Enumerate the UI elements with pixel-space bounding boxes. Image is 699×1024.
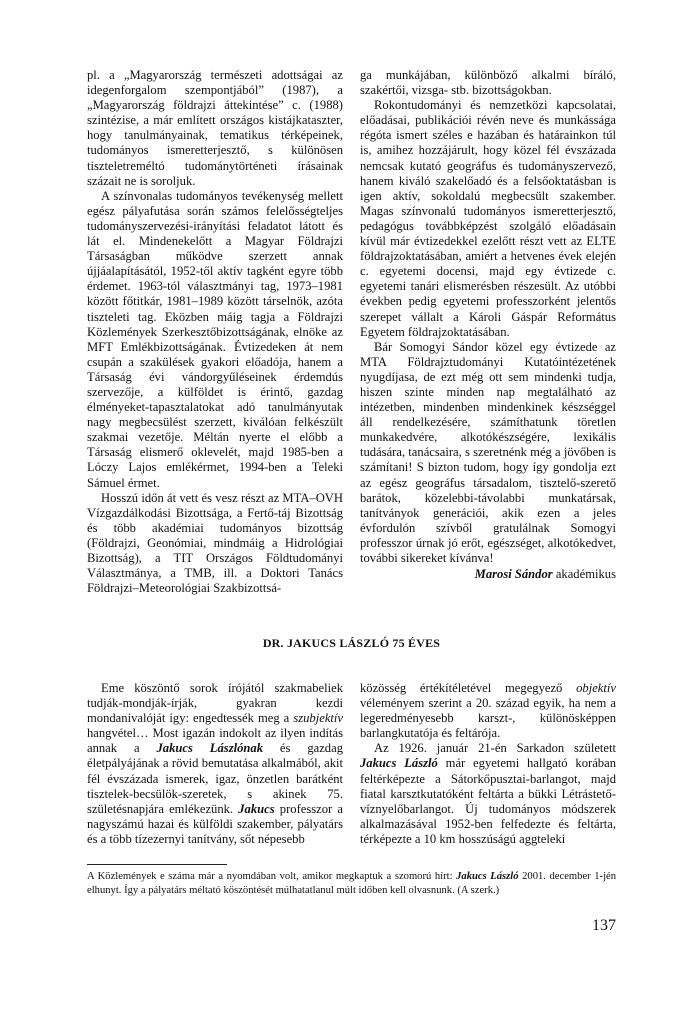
upper-right-column (360, 68, 616, 582)
text-run-italic: szubjektív (293, 711, 343, 726)
paragraph: Bár Somogyi Sándor közel egy évtizede az MTA Földrajztudományi Kutatóintézetének nyugdíjasa, de ezt még ott sem mindenki tudja, hiszen szinte minden nap megtalálható az intézetben, mindenben mindenkinek készséggel áll rendelkezésére, számíthatunk töretlen munkakedvére, alkotókészségére, lexikális tudására, tanácsaira, s szeretnénk még a jövőben is számítani! S bizton tudom, hogy így gondolja ezt az egész geográfus társadalom, tisztelő-szerető barátok, közelebbi-távolabbi munkatársak, tanítványok generációi, akik ezen a jeles évfordulón szívből gratulálnak Somogyi professzor úrnak jó erőt, egészséget, alkotókedvet, további sikereket kívánva! (360, 339, 616, 565)
signature-name: Marosi Sándor (474, 567, 553, 582)
text-run: véleményem szerint a 20. század egyik, ha nem a legeredményesebb karszt-, különösképpen barlangkutatója és feltárója. (360, 696, 616, 741)
paragraph: Hosszú időn át vett és vesz részt az MTA–OVH Vízgazdálkodási Bizottsága, a Fertő-táj Bizottság és több akadémiai tudományos bizottság (Földrajzi, Geonómiai, mindmáig a Hidrológiai Bizottság), a TIT Országos Földtudományi Választmánya, a TMB, ill. a Doktori Tanács Földrajzi–Meteorológiai Szakbizottsá- (87, 490, 343, 596)
article-title: DR. JAKUCS LÁSZLÓ 75 ÉVES (262, 636, 441, 650)
lower-right-column (360, 681, 616, 847)
text-run: közösség értékítéletével megegyező (360, 681, 577, 695)
text-run: 2001. december 1-jén elhunyt. Így a pályatárs méltató köszöntését múlhatatlanul múlt időben kell olvasnunk. (A szerk.) (87, 871, 617, 896)
footnote-divider (87, 864, 227, 865)
text-run: Az 1926. január 21-én Sarkadon született (374, 741, 616, 756)
paragraph (87, 681, 343, 847)
text-run: professzor a nagyszámú hazai és külföldi szakember, pályatárs és a több tízezernyi tanítvány, sőt népesebb (87, 801, 343, 846)
signature (360, 567, 616, 582)
lower-left-column (87, 681, 343, 847)
paragraph (360, 741, 616, 847)
person-name: Jakucs László (360, 756, 438, 771)
signature-title: akadémikus (552, 567, 616, 582)
text-run: és gazdag életpályájának a rövid bemutatása alkalmából, akit fél évszázada ismerek, igaz, önzetlen barátként tisztelek-becsülök-szeretek, s akinek 75. születésnapjára emlékezünk. (87, 741, 343, 816)
paragraph (360, 681, 616, 741)
footnote (87, 870, 616, 898)
text-run: A Közlemények e száma már a nyomdában volt, amikor megkaptuk a szomorú hírt: (87, 871, 457, 882)
paragraph: A színvonalas tudományos tevékenység mellett egész pályafutása során számos felelősségteljes tudományszervezési-irányítási feladatot látott és lát el. Mindenekelőtt a Magyar Földrajzi Társaságban működve szerzett annak újjáalapításától, 1952-től aktív tagként egyre több érdemet. 1963-tól választmányi tag, 1973–1981 között főtitkár, 1981–1989 között társelnök, azóta tiszteleti tag. Eközben máig tagja a Földrajzi Közlemények Szerkesztőbizottságának, elnöke az MFT Emlékbizottságának. Évtizedeken át nem csupán a szakülések gyakori előadója, hanem a Társaság évi vándorgyűléseinek érdemdús szervezője, a külföldet is érintő, gazdag élményeket-tapasztalatokat adó tanulmányutak nagy megbecsülést szerzett, kiválóan felkészült szakmai vezetője. Méltán nyerte el előbb a Társaság elismerő oklevelét, majd 1985-ben a Lóczy Lajos emlékérmet, 1994-ben a Teleki Sámuel érmet. (87, 188, 343, 490)
page-number: 137 (592, 917, 616, 934)
person-name: Jakucs (238, 801, 275, 816)
text-run: Eme köszöntő sorok írójától szakmabeliek tudják-mondják-írják, gyakran kezdi mondanivalóját így: engedtessék meg a (87, 681, 343, 726)
text-run: hangvétel… Most igazán indokolt az ilyen indítás annak a (87, 726, 343, 756)
text-run-italic: objektív (576, 681, 616, 695)
person-name: Jakucs Lászlónak (156, 741, 263, 756)
paragraph: Rokontudományi és nemzetközi kapcsolatai, előadásai, publikációi révén neve és munkássága régóta ismert széles e hazában és határainkon túl is, amihez hozzájárult, hogy közel fél évszázada nemcsak kutató geográfus és tudományszervező, hanem kiváló szakelőadó és a felsőoktatásban is igen aktív, sokoldalú megbecsült szakember. Magas színvonalú tudományos ismeretterjesztő, pedagógus továbbképzést szolgáló előadásain kívül már évtizedekkel ezelőtt részt vett az ELTE földrajzoktatásában, amiért a hetvenes évek elején c. egyetemi docensi, majd egy évtizede c. egyetemi tanári elismerésben részesült. Az utóbbi években pedig egyetemi professzorként jelentős szerepet vállalt a Károli Gáspár Református Egyetem földrajzoktatásában. (360, 98, 616, 339)
text-run: már egyetemi hallgató korában feltérképezte a Sátorkőpusztai-barlangot, majd fiatal karsztkutatóként feltárta a bükki Létrástető-víznyelőbarlangot. Új tudományos módszerek alkalmazásával 1952-ben felfedezte és feltárta, térképezte a 10 km hosszúságú aggteleki (360, 756, 616, 846)
upper-left-column (87, 68, 343, 596)
paragraph: pl. a „Magyarország természeti adottságai az idegenforgalom szempontjából” (1987), a „Magyarország földrajzi áttekintése” c. (1988) szintézise, a már említett országos kistájkataszter, hogy tanulmányainak, tematikus térképeinek, tudományos ismeretterjesztő, s különösen tiszteletreméltó tudománytörténeti írásainak százait ne is soroljuk. (87, 68, 343, 188)
person-name: Jakucs László (456, 871, 519, 882)
paragraph: ga munkájában, különböző alkalmi bíráló, szakértői, vizsga- stb. bizottságokban. (360, 68, 616, 98)
